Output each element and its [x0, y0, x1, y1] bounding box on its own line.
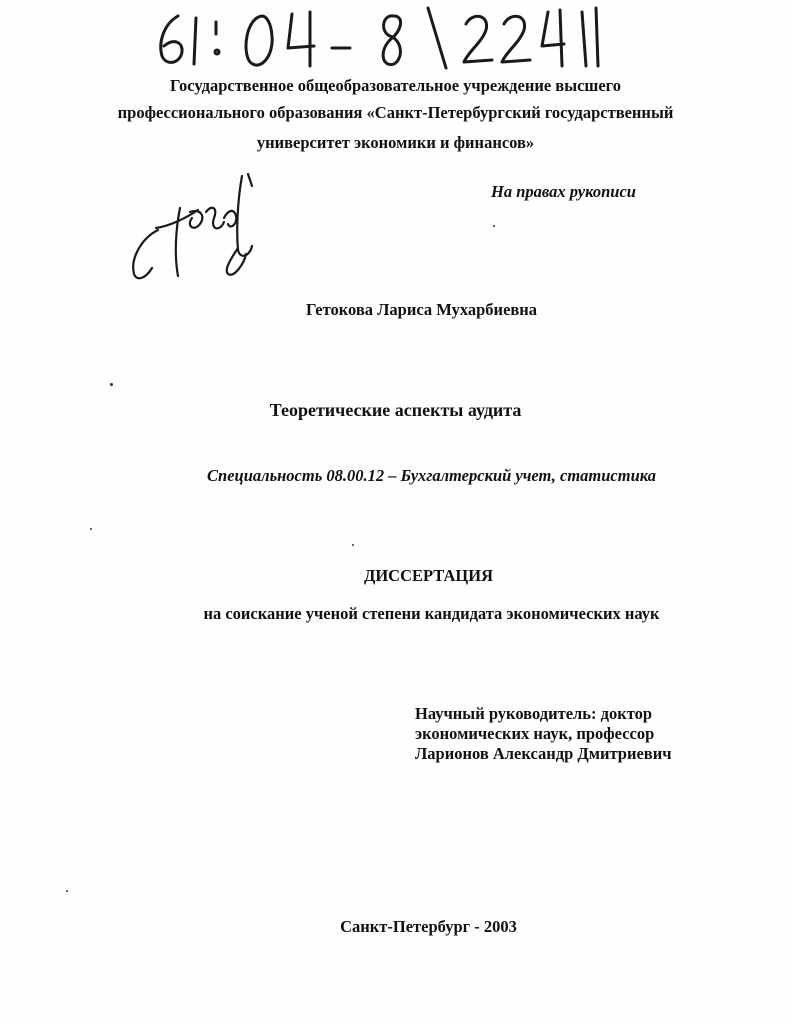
- supervisor-block: [415, 704, 672, 764]
- scan-speck: [110, 383, 113, 386]
- manuscript-rights-label: На правах рукописи: [491, 182, 636, 201]
- supervisor-line-1: Научный руководитель: доктор: [415, 704, 653, 723]
- institution-line-3: университет экономики и финансов»: [256, 133, 535, 152]
- institution-line-1: Государственное общеобразовательное учреждение высшего: [169, 76, 622, 95]
- scan-speck: [66, 890, 68, 892]
- scan-speck: [493, 225, 495, 227]
- dissertation-title: Теоретические аспекты аудита: [269, 400, 522, 420]
- supervisor-line-2: экономических наук, профессор: [415, 724, 655, 743]
- author-name: Гетокова Лариса Мухарбиевна: [306, 300, 538, 319]
- signature-drawing: [120, 168, 270, 283]
- document-type: ДИССЕРТАЦИЯ: [364, 566, 493, 585]
- author-signature: [120, 168, 270, 283]
- specialty-line: Специальность 08.00.12 – Бухгалтерский учет, статистика: [207, 466, 656, 485]
- handwritten-number-drawing: [150, 2, 610, 72]
- institution-line-2: профессионального образования «Санкт-Петербургский государственный: [117, 103, 674, 122]
- supervisor-line-3: Ларионов Александр Дмитриевич: [415, 744, 672, 763]
- scan-speck: [90, 528, 92, 530]
- handwritten-archive-number: [150, 2, 610, 72]
- city-year: Санкт-Петербург - 2003: [340, 917, 517, 936]
- degree-line: на соискание ученой степени кандидата экономических наук: [203, 604, 660, 623]
- scan-speck: [352, 544, 354, 546]
